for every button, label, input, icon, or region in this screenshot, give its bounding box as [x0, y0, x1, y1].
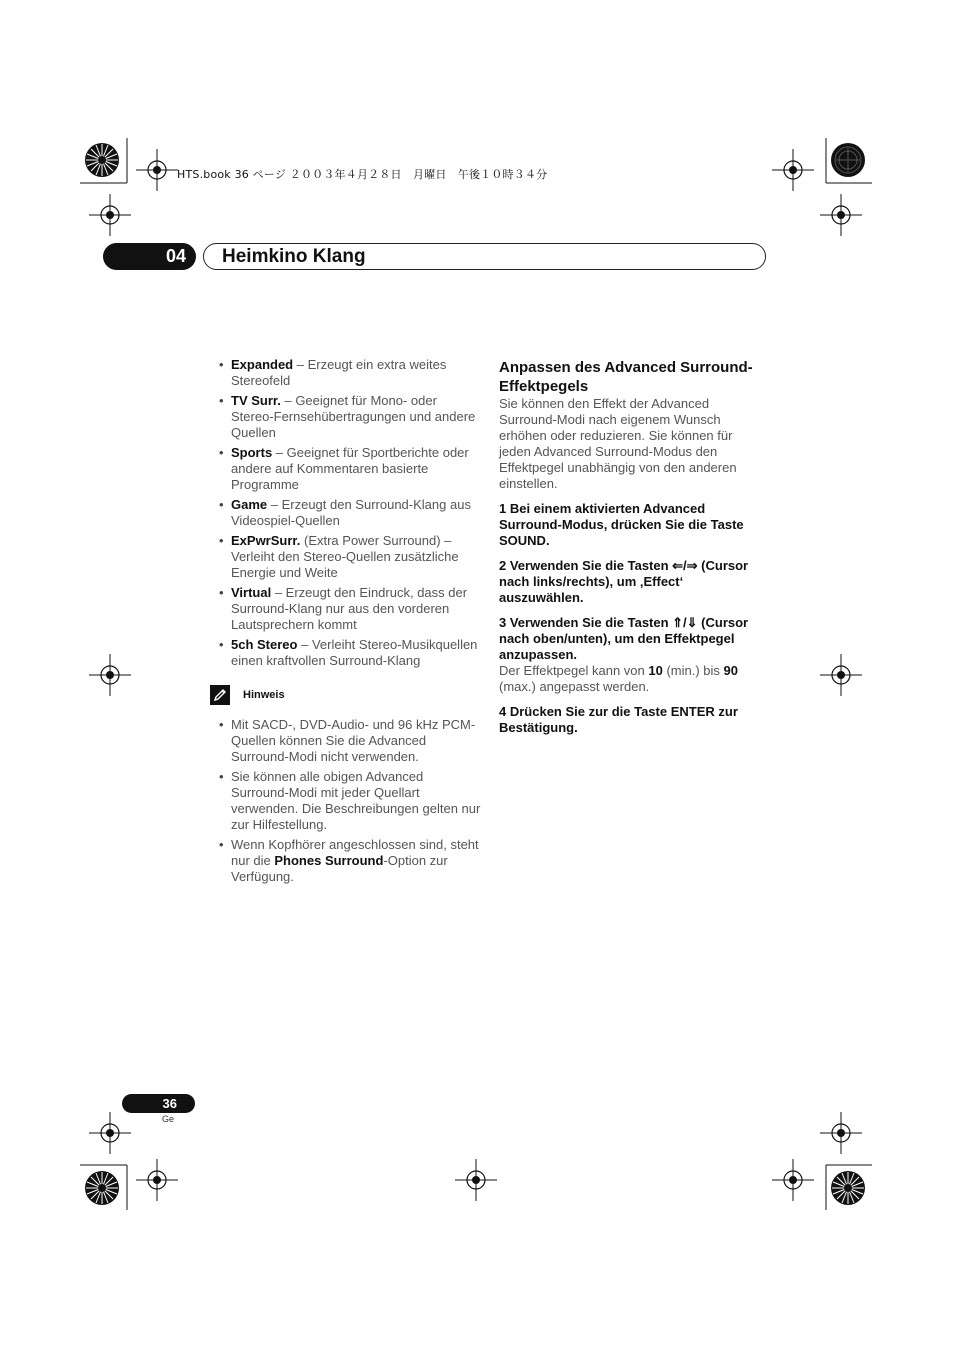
list-item: • ExPwrSurr. (Extra Power Surround) – Verleiht den Stereo-Quellen zusätzliche Energie und Weite: [219, 533, 481, 581]
step-2: 2 Verwenden Sie die Tasten ⇐/⇒ (Cursor nach links/rechts), um ‚Effect‘ auszuwählen.: [499, 558, 749, 605]
step-3-detail: Der Effektpegel kann von 10 (min.) bis 90 (max.) angepasst werden.: [499, 663, 738, 694]
chapter-title: Heimkino Klang: [203, 243, 766, 270]
section-title: Anpassen des Advanced Surround-Effektpegels: [499, 359, 753, 395]
page-number: 36: [122, 1094, 195, 1113]
mode-list: [219, 357, 481, 669]
step-4: 4 Drücken Sie zur die Taste ENTER zur Bestätigung.: [499, 704, 738, 735]
step-1: 1 Bei einem aktivierten Advanced Surround-Modus, drücken Sie die Taste SOUND.: [499, 501, 744, 548]
pencil-note-icon: [210, 685, 230, 705]
right-column: [499, 358, 761, 736]
list-item: • Virtual – Erzeugt den Eindruck, dass der Surround-Klang nur aus den vorderen Lautsprechern kommt: [219, 585, 481, 633]
list-item: • Mit SACD-, DVD-Audio- und 96 kHz PCM-Quellen können Sie die Advanced Surround-Modi nicht verwenden.: [219, 717, 481, 765]
list-item: • Expanded – Erzeugt ein extra weites Stereofeld: [219, 357, 481, 389]
left-column: [219, 357, 481, 889]
list-item: • Game – Erzeugt den Surround-Klang aus Videospiel-Quellen: [219, 497, 481, 529]
chapter-number: 04: [103, 243, 196, 270]
list-item: • Sports – Geeignet für Sportberichte oder andere auf Kommentaren basierte Programme: [219, 445, 481, 493]
list-item: • Sie können alle obigen Advanced Surround-Modi mit jeder Quellart verwenden. Die Beschreibungen gelten nur zur Hilfestellung.: [219, 769, 481, 833]
note-label: Hinweis: [243, 689, 285, 701]
step-3: 3 Verwenden Sie die Tasten ⇑/⇓ (Cursor nach oben/unten), um den Effektpegel anzupassen.: [499, 615, 749, 662]
section-intro: Sie können den Effekt der Advanced Surround-Modi nach eigenem Wunsch erhöhen oder reduzieren. Sie können für jeden Advanced Surround-Modus den Effektpegel unabhängig von den anderen einstellen.: [499, 396, 737, 491]
page-language: Ge: [162, 1114, 175, 1124]
list-item: • 5ch Stereo – Verleiht Stereo-Musikquellen einen kraftvollen Surround-Klang: [219, 637, 481, 669]
note-list: [219, 717, 481, 885]
note-header: [210, 685, 481, 705]
list-item: • TV Surr. – Geeignet für Mono- oder Stereo-Fernsehübertragungen und andere Quellen: [219, 393, 481, 441]
print-header-line: HTS.book 36 ページ ２００３年４月２８日 月曜日 午後１０時３４分: [177, 168, 548, 181]
list-item: • Wenn Kopfhörer angeschlossen sind, steht nur die Phones Surround-Option zur Verfügung.: [219, 837, 481, 885]
